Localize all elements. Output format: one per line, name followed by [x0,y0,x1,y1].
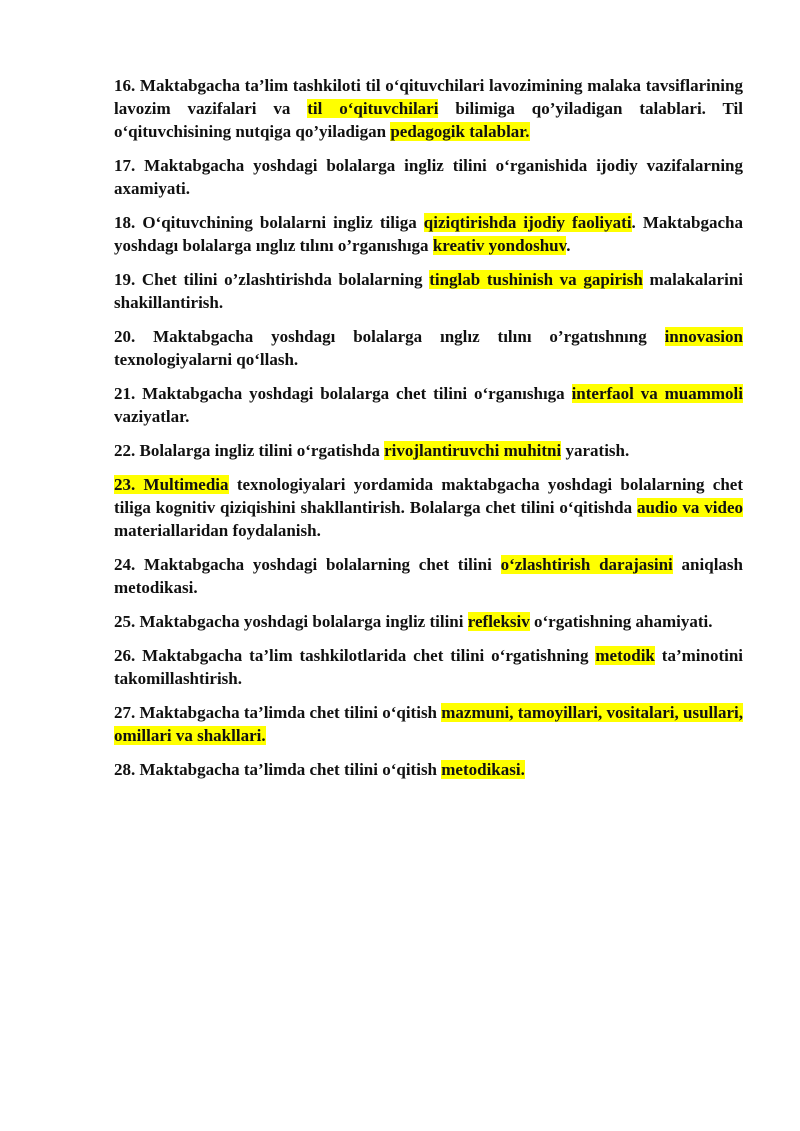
topic-item-23 [114,473,743,542]
highlighted-text: metodikasi. [441,760,525,779]
body-text: 17. Maktabgacha yoshdagi bolalarga ingliz tilini o‘rganishida ijodiy vazifalarning axamiyati. [114,156,743,198]
body-text: 20. Maktabgacha yoshdagı bolalarga ınglız tılını o’rgatıshnıng [114,327,665,346]
body-text: o‘rgatishning ahamiyati. [529,612,713,631]
topic-item-24 [114,553,743,599]
topic-item-17 [114,154,743,200]
highlighted-text: kreativ yondoshuv [432,236,567,255]
body-text: 22. Bolalarga ingliz tilini o‘rgatishda [114,441,385,460]
body-text: 24. Maktabgacha yoshdagi bolalarning chet tilini [114,555,501,574]
topic-item-26 [114,644,743,690]
body-text: 26. Maktabgacha ta’lim tashkilotlarida chet tilini o‘rgatishning [114,646,596,665]
topic-item-16 [114,74,743,143]
topic-item-27 [114,701,743,747]
body-text: ta’minotini takomillashtirish. [114,646,744,688]
topic-item-21 [114,382,743,428]
body-text: malakalarini shakillantirish. [114,270,743,312]
highlighted-text: o‘zlashtirish darajasini [500,555,673,574]
highlighted-text: tinglab tushinish va gapirish [429,270,643,289]
highlighted-text: rivojlantiruvchi muhitni [384,441,562,460]
body-text: materiallaridan foydalanish. [114,521,321,540]
highlighted-text: innovasion [664,327,743,346]
body-text: aniqlash metodikasi. [114,555,743,597]
topic-item-28 [114,758,743,781]
body-text: 27. Maktabgacha ta’limda chet tilini o‘qitish [114,703,442,722]
body-text: bilimiga qo’yiladigan talablari. Til o‘qituvchisining nutqiga qo’yiladigan [114,99,743,141]
highlighted-text: qiziqtirishda ijodiy faoliyati [423,213,632,232]
body-text: yaratish. [561,441,630,460]
topic-item-20 [114,325,743,371]
body-text: 28. Maktabgacha ta’limda chet tilini o‘qitish [114,760,442,779]
body-text: 16. Maktabgacha ta’lim tashkiloti til o‘qituvchilari lavozimining malaka tavsiflarining lavozim vazifalari va [114,76,743,118]
body-text: vaziyatlar. [114,407,190,426]
body-text: . Maktabgacha yoshdagı bolalarga ınglız tılını o’rganıshıga [114,213,743,255]
topic-item-18 [114,211,743,257]
body-text: . [566,236,571,255]
body-text: texnologiyalarni qo‘llash. [114,350,299,369]
document-page [114,74,743,792]
highlighted-text: til o‘qituvchilari [307,99,439,118]
highlighted-text: audio va video [636,498,743,517]
highlighted-text: interfaol va muammoli [571,384,744,403]
highlighted-text: mazmuni, tamoyillari, vositalari, usullari, omillari va shakllari. [114,703,744,745]
highlighted-text: pedagogik talablar. [390,122,530,141]
highlighted-text: metodik [595,646,655,665]
body-text: 25. Maktabgacha yoshdagi bolalarga ingliz tilini [114,612,468,631]
body-text: texnologiyalari yordamida maktabgacha yoshdagi bolalarning chet tiliga kognitiv qiziqishini shakllantirish. Bolalarga chet tilini o‘qitishda [114,475,744,517]
highlighted-text: refleksiv [467,612,530,631]
topic-item-22 [114,439,743,462]
topic-item-19 [114,268,743,314]
body-text: 19. Chet tilini o’zlashtirishda bolalarning [114,270,430,289]
body-text: 18. O‘qituvchining bolalarni ingliz tiliga [114,213,424,232]
topic-item-25 [114,610,743,633]
highlighted-text: 23. Multimedia [114,475,229,494]
body-text: 21. Maktabgacha yoshdagi bolalarga chet tilini o‘rganıshıga [114,384,572,403]
